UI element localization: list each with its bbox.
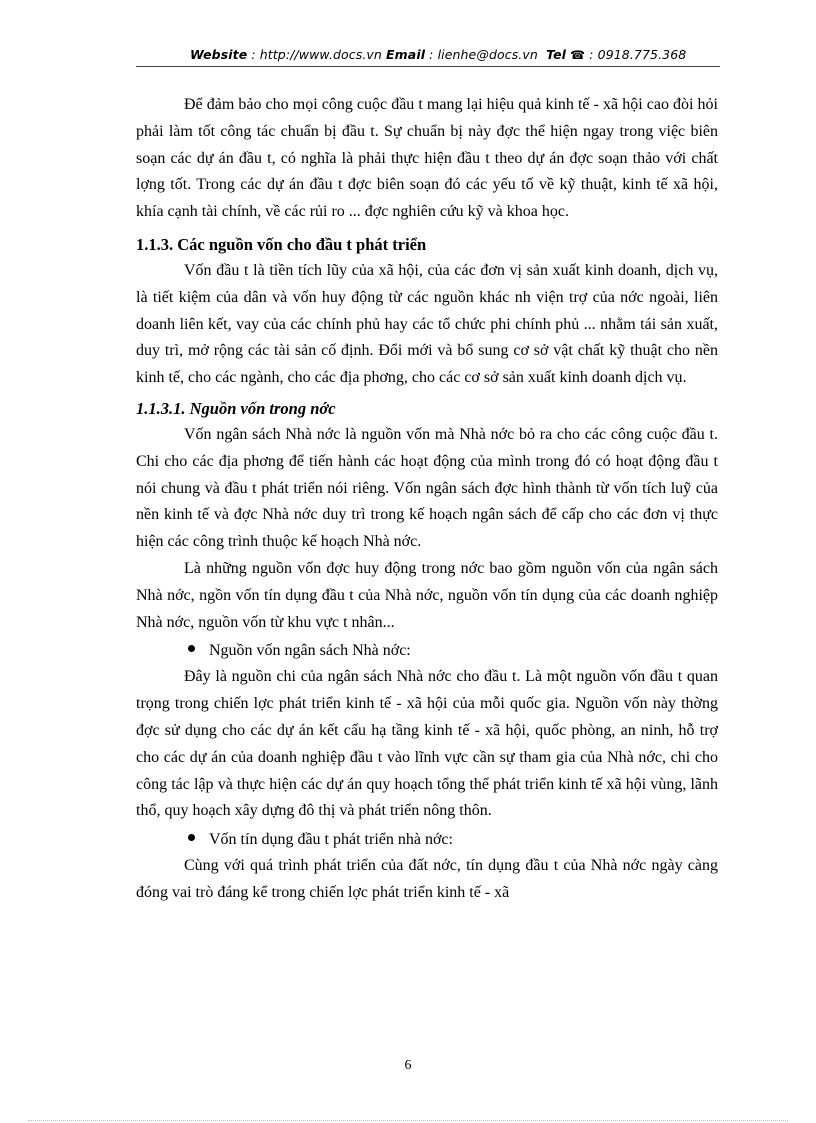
tel-value: : 0918.775.368 [589,47,687,62]
paragraph-6: Cùng với quá trình phát triển của đất nớc, tín dụng đầu t của Nhà nớc ngày càng đóng vai trò đáng kể trong chiến lợc phát triển kinh tế - xã [136,857,718,901]
paragraph-1: Để đảm bảo cho mọi công cuộc đầu t mang lại hiệu quả kinh tế - xã hội cao đòi hỏi phải làm tốt công tác chuẩn bị đầu t. Sự chuẩn bị này đợc thể hiện ngay trong việc biên soạn các dự án đầu t, có nghĩa là phải thực hiện đầu t theo dự án đợc soạn thảo với chất lợng tốt. Trong các dự án đầu t đợc biên soạn đó các yếu tố về kỹ thuật, kinh tế xã hội, khía cạnh tài chính, về các rủi ro ... đợc nghiên cứu kỹ và khoa học. [136,96,718,221]
document-body [136,92,718,907]
tel-label: Tel [546,47,567,62]
website-value[interactable]: : http://www.docs.vn [247,47,387,62]
bullet-item-1 [136,638,718,664]
paragraph-4: Là những nguồn vốn đợc huy động trong nớc bao gồm nguồn vốn của ngân sách Nhà nớc, ngồn vốn tín dụng đầu t của Nhà nớc, nguồn vốn tín dụng của các doanh nghiệp Nhà nớc, nguồn vốn từ khu vực t nhân... [136,559,718,631]
paragraph-5: Đây là nguồn chi của ngân sách Nhà nớc cho đầu t. Là một nguồn vốn đầu t quan trọng trong chiến lợc phát triển kinh tế - xã hội của mỗi quốc gia. Nguồn vốn này thờng đợc sử dụng cho các dự án kết cấu hạ tầng kinh tế - xã hội, quốc phòng, an ninh, hỗ trợ cho các dự án của doanh nghiệp đầu t vào lĩnh vực cần sự tham gia của Nhà nớc, chi cho công tác lập và thực hiện các dự án quy hoạch tổng thể phát triển kinh tế xã hội vùng, lãnh thổ, quy hoạch xây dựng đô thị và phát triển nông thôn. [136,668,718,820]
bullet-text-2: Vốn tín dụng đầu t phát triển nhà nớc: [209,831,453,849]
section-heading-1-1-3: 1.1.3. Các nguồn vốn cho đầu t phát triển [136,234,427,254]
bullet-text-1: Nguồn vốn ngân sách Nhà nớc: [209,642,411,660]
bullet-dot-icon [188,645,195,652]
header-divider [136,66,720,67]
email-label: Email [386,47,426,62]
footer-divider [28,1120,788,1121]
bullet-item-2 [136,827,718,853]
paragraph-2: Vốn đầu t là tiền tích lũy của xã hội, của các đơn vị sản xuất kinh doanh, dịch vụ, là tiết kiệm của dân và vốn huy động từ các nguồn khác nh viện trợ của nớc ngoài, liên doanh liên kết, vay của các chính phủ hay các tổ chức phi chính phủ ... nhằm tái sản xuất, duy trì, mở rộng các tài sản cố định. Đổi mới và bổ sung cơ sở vật chất kỹ thuật cho nền kinh tế, cho các ngành, cho các địa phơng, cho các cơ sở sản xuất kinh doanh dịch vụ. [136,261,718,387]
bullet-dot-icon [188,834,195,841]
email-value[interactable]: : lienhe@docs.vn [425,47,542,62]
subsection-heading-1-1-3-1: 1.1.3.1. Nguồn vốn trong nớc [136,398,336,418]
phone-icon: ☎ [570,48,586,62]
page-number: 6 [404,1058,412,1073]
page-header [190,47,687,62]
paragraph-3: Vốn ngân sách Nhà nớc là nguồn vốn mà Nhà nớc bỏ ra cho các công cuộc đầu t. Chi cho các địa phơng để tiến hành các hoạt động của mình trong đó có hoạt động đầu t nói chung và đầu t phát triển nói riêng. Vốn ngân sách đợc hình thành từ vốn tích luỹ của nền kinh tế và đợc Nhà nớc duy trì trong kế hoạch ngân sách để cấp cho các đơn vị thực hiện các công trình thuộc kế hoạch Nhà nớc. [136,425,718,551]
website-label: Website [190,47,248,62]
